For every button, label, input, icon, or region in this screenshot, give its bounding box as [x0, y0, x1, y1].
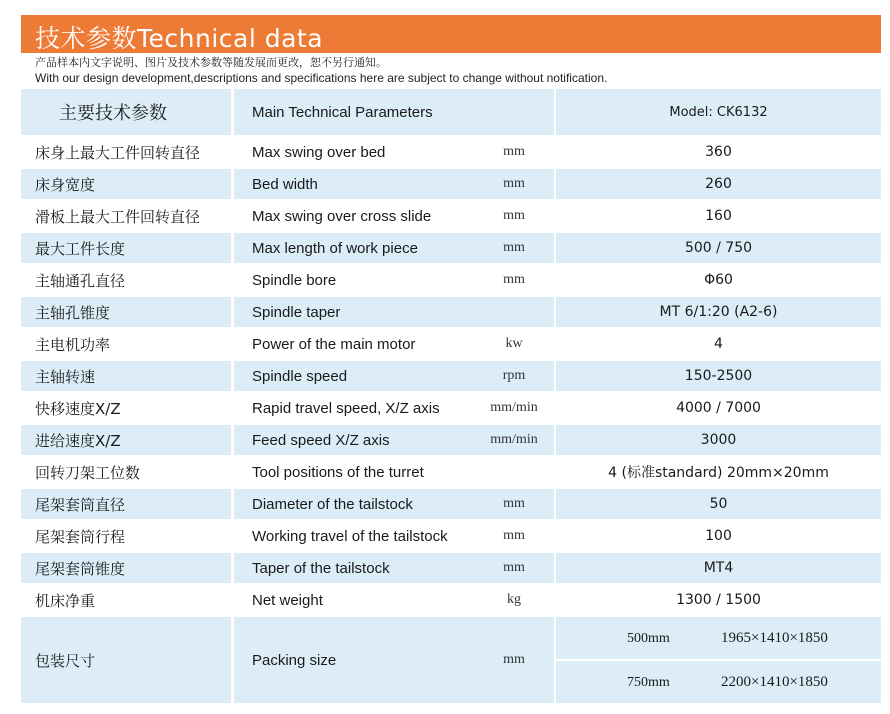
param-value: MT 6/1:20 (A2-6)	[554, 297, 881, 329]
packing-label-en: Packing size	[234, 617, 474, 705]
param-name-en: Max swing over cross slide	[234, 201, 474, 233]
param-name-en: Tool positions of the turret	[234, 457, 474, 489]
table-row	[21, 457, 881, 489]
param-name-cn: 床身上最大工件回转直径	[21, 137, 234, 169]
param-name-en: Working travel of the tailstock	[234, 521, 474, 553]
param-name-en: Rapid travel speed, X/Z axis	[234, 393, 474, 425]
param-name-en: Spindle speed	[234, 361, 474, 393]
notice-cn: 产品样本内文字说明、图片及技术参数等随发展而更改，恕不另行通知。	[35, 57, 387, 69]
param-name-en: Taper of the tailstock	[234, 553, 474, 585]
param-value: 260	[554, 169, 881, 201]
param-unit	[474, 457, 554, 489]
param-value: 50	[554, 489, 881, 521]
param-name-en: Max length of work piece	[234, 233, 474, 265]
table-row	[21, 489, 881, 521]
param-value: 1300 / 1500	[554, 585, 881, 617]
table-row	[21, 169, 881, 201]
param-name-cn: 尾架套筒锥度	[21, 553, 234, 585]
param-name-en: Feed speed X/Z axis	[234, 425, 474, 457]
param-unit: mm	[474, 137, 554, 169]
table-row	[21, 201, 881, 233]
param-unit: mm	[474, 489, 554, 521]
param-name-cn: 主轴转速	[21, 361, 234, 393]
param-unit	[474, 297, 554, 329]
section-banner	[21, 15, 881, 53]
header-en: Main Technical Parameters	[234, 89, 474, 137]
param-value: 160	[554, 201, 881, 233]
param-name-en: Max swing over bed	[234, 137, 474, 169]
table-row	[21, 233, 881, 265]
header-cn: 主要技术参数	[21, 89, 234, 137]
header-unit	[474, 89, 554, 137]
param-name-en: Bed width	[234, 169, 474, 201]
table-header-row	[21, 89, 881, 137]
packing-label-cn: 包装尺寸	[21, 617, 234, 705]
param-name-cn: 尾架套筒行程	[21, 521, 234, 553]
param-name-cn: 快移速度X/Z	[21, 393, 234, 425]
param-unit: kg	[474, 585, 554, 617]
table-row	[21, 553, 881, 585]
param-value: 100	[554, 521, 881, 553]
table-row	[21, 585, 881, 617]
param-unit: mm	[474, 521, 554, 553]
param-value: 4000 / 7000	[554, 393, 881, 425]
param-unit: mm	[474, 553, 554, 585]
table-row	[21, 393, 881, 425]
table-row	[21, 361, 881, 393]
packing-model: 500mm	[627, 630, 670, 646]
packing-value	[554, 617, 881, 661]
packing-row	[21, 617, 881, 661]
table-row	[21, 265, 881, 297]
header-model: Model: CK6132	[554, 89, 881, 137]
packing-dimensions: 1965×1410×1850	[721, 629, 828, 646]
param-unit: mm	[474, 265, 554, 297]
page-title: 技术参数Technical data	[35, 24, 324, 53]
param-name-cn: 滑板上最大工件回转直径	[21, 201, 234, 233]
param-unit: rpm	[474, 361, 554, 393]
table-row	[21, 329, 881, 361]
table-row	[21, 425, 881, 457]
param-unit: mm	[474, 169, 554, 201]
packing-unit: mm	[474, 617, 554, 705]
param-value: 500 / 750	[554, 233, 881, 265]
param-unit: mm/min	[474, 425, 554, 457]
packing-model: 750mm	[627, 674, 670, 690]
param-value: 3000	[554, 425, 881, 457]
param-value: MT4	[554, 553, 881, 585]
param-name-cn: 尾架套筒直径	[21, 489, 234, 521]
param-name-cn: 最大工件长度	[21, 233, 234, 265]
param-unit: mm	[474, 233, 554, 265]
param-name-en: Spindle bore	[234, 265, 474, 297]
param-value: 360	[554, 137, 881, 169]
param-value: 4	[554, 329, 881, 361]
spec-table	[21, 89, 881, 705]
table-row	[21, 297, 881, 329]
param-unit: mm	[474, 201, 554, 233]
param-name-cn: 主电机功率	[21, 329, 234, 361]
param-name-cn: 床身宽度	[21, 169, 234, 201]
notice-en: With our design development,descriptions and specifications here are subject to change without notification.	[35, 71, 608, 85]
param-name-cn: 主轴孔锥度	[21, 297, 234, 329]
param-value: 150-2500	[554, 361, 881, 393]
param-name-en: Net weight	[234, 585, 474, 617]
packing-value	[554, 661, 881, 705]
table-row	[21, 137, 881, 169]
packing-dimensions: 2200×1410×1850	[721, 673, 828, 690]
param-unit: mm/min	[474, 393, 554, 425]
param-name-en: Diameter of the tailstock	[234, 489, 474, 521]
param-unit: kw	[474, 329, 554, 361]
param-name-en: Power of the main motor	[234, 329, 474, 361]
param-name-en: Spindle taper	[234, 297, 474, 329]
param-name-cn: 回转刀架工位数	[21, 457, 234, 489]
table-row	[21, 521, 881, 553]
param-value: Φ60	[554, 265, 881, 297]
param-name-cn: 机床净重	[21, 585, 234, 617]
param-name-cn: 主轴通孔直径	[21, 265, 234, 297]
param-value: 4 (标准standard) 20mm×20mm	[554, 457, 881, 489]
param-name-cn: 进给速度X/Z	[21, 425, 234, 457]
